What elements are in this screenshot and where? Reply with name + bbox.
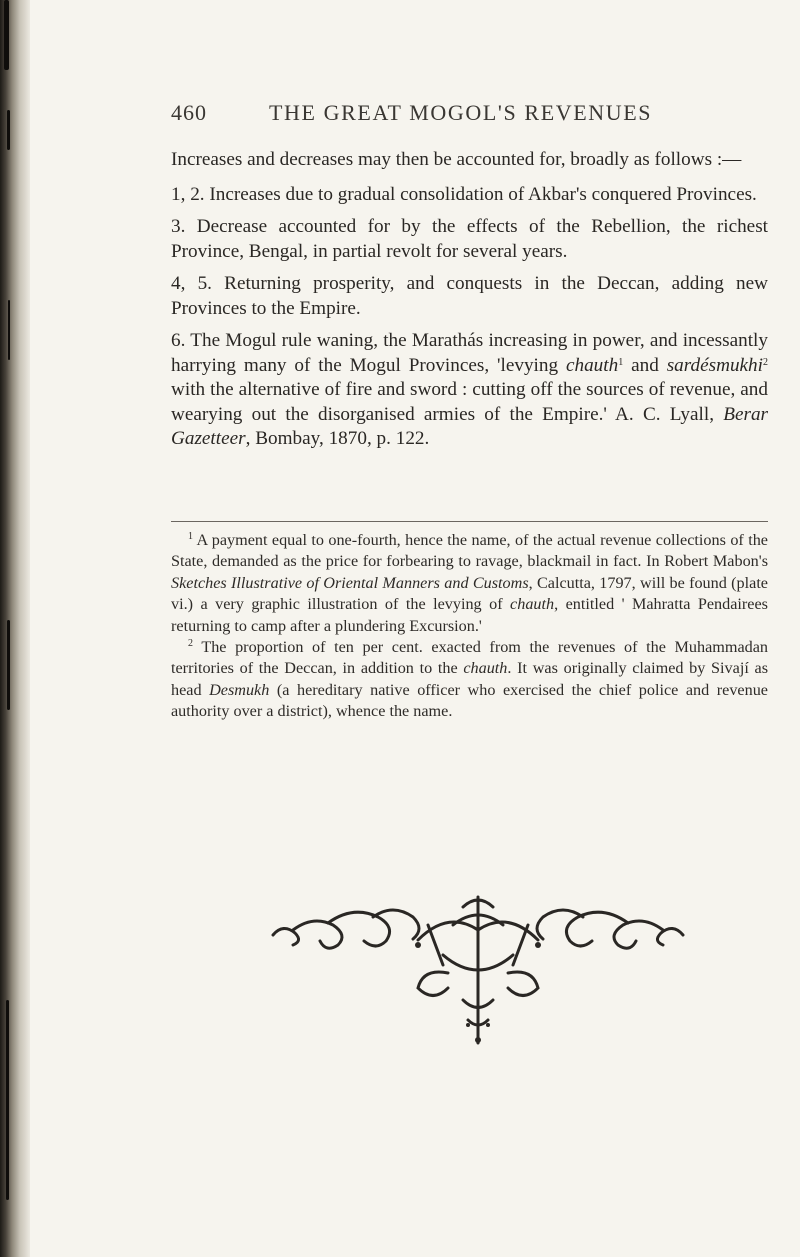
decorative-tailpiece-icon (268, 895, 688, 1045)
footnote-ref-1[interactable]: 1 (618, 356, 624, 368)
intro-paragraph: Increases and decreases may then be accounted for, broadly as follows :— (171, 149, 742, 170)
term-sardesmukhi: sardésmukhi (666, 354, 763, 376)
paragraph-waning-6: 6. The Mogul rule waning, the Marathás increasing in power, and incessantly harrying many of the Mogul Provinces, 'levying chauth$^1$ and sardésmukhi$^2$ with the alternative of fire and sword : cutting off the sources of revenue, and wearying out the disorganised armies of the Empire.' A. C. Lyall, Berar Gazetteer, Bombay, 1870, p. 122. (171, 330, 768, 449)
footnote-2: $^2$ The proportion of ten per cent. exacted from the revenues of the Muhammadan territories of the Deccan, in addition to the chauth. It was originally claimed by Sivají as head Desmukh (a hereditary native officer who exercised the chief police and revenue authority over a district), whence the name. (171, 638, 769, 721)
footnote-2-term-chauth: chauth (463, 659, 508, 678)
running-head: THE GREAT MOGOL'S REVENUES (269, 100, 653, 125)
footnote-number-2: 2 (188, 638, 193, 650)
page-header (171, 100, 771, 140)
footnotes (171, 530, 768, 723)
book-binding-edge (0, 0, 30, 1257)
footnote-number-1: 1 (188, 531, 193, 542)
paragraph-prosperity-4-5: 4, 5. Returning prosperity, and conquests in the Deccan, adding new Provinces to the Empire. (171, 273, 768, 319)
body-text (171, 148, 768, 460)
paragraph-decrease-3: 3. Decrease accounted for by the effects of the Rebellion, the richest Province, Bengal, in partial revolt for several years. (171, 216, 768, 262)
footnote-ref-2[interactable]: 2 (763, 356, 768, 368)
footnote-divider (171, 521, 768, 522)
footnote-1-book-title: Sketches Illustrative of Oriental Manners and Customs (171, 573, 529, 592)
citation-title: Berar Gazetteer (171, 403, 768, 449)
footnote-1-term-chauth: chauth (510, 595, 555, 614)
page-number: 460 (171, 100, 207, 125)
footnote-2-term-desmukh: Desmukh (209, 680, 270, 699)
paragraph-increases-1-2: 1, 2. Increases due to gradual consolidation of Akbar's conquered Provinces. (171, 183, 757, 205)
term-chauth: chauth (565, 354, 619, 376)
footnote-1: $^1$ A payment equal to one-fourth, hence the name, of the actual revenue collections of the State, demanded as the price for forbearing to ravage, blackmail in fact. In Robert Mabon's Sketches Illustrative of Oriental Manners and Customs, Calcutta, 1797, will be found (plate vi.) a very graphic illustration of the levying of chauth, entitled ' Mahratta Pendairees returning to camp after a plundering Excursion.' (171, 531, 768, 635)
